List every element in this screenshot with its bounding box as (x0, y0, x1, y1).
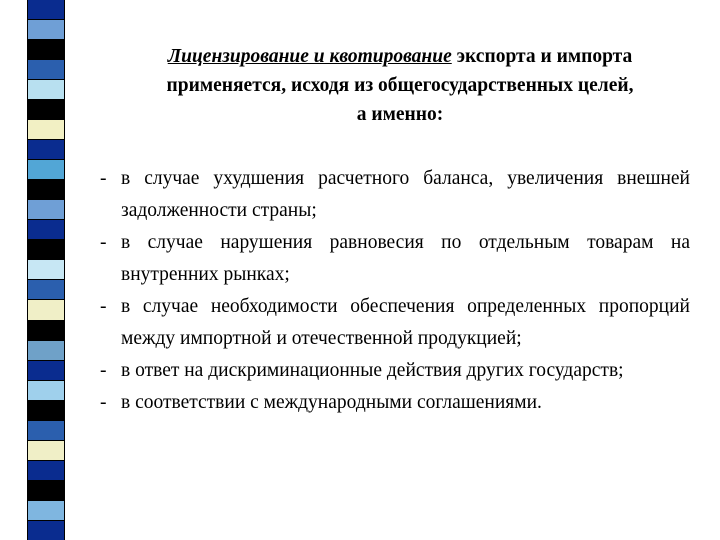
stripe-segment (28, 300, 64, 320)
list-item (100, 387, 690, 419)
list-item (100, 355, 690, 387)
bullet-text: в случае нарушения равновесия по отдельным товарам на внутренних рынках; (121, 232, 690, 285)
list-item (100, 163, 690, 227)
stripe-segment (28, 521, 64, 540)
stripe-segment (28, 501, 64, 521)
bullet-text: в случае ухудшения расчетного баланса, увеличения внешней задолженности страны; (121, 168, 690, 221)
stripe-segment (28, 160, 64, 180)
stripe-segment (28, 200, 64, 220)
bullet-dash: - (100, 392, 107, 413)
decorative-stripe-bar (27, 0, 65, 540)
heading-rest: экспорта и импорта (451, 46, 633, 67)
stripe-segment (28, 401, 64, 421)
stripe-segment (28, 220, 64, 240)
list-item (100, 227, 690, 291)
bullet-dash: - (100, 168, 107, 189)
slide-heading (100, 42, 700, 129)
stripe-segment (28, 481, 64, 501)
bullet-text: в соответствии с международными соглашениями. (121, 392, 542, 413)
heading-lead-term: Лицензирование и квотирование (167, 46, 452, 67)
stripe-segment (28, 140, 64, 160)
bullet-dash: - (100, 360, 107, 381)
heading-line-1 (100, 42, 700, 71)
stripe-segment (28, 421, 64, 441)
stripe-segment (28, 280, 64, 300)
bullet-text: в ответ на дискриминационные действия других государств; (121, 360, 624, 381)
stripe-segment (28, 381, 64, 401)
bullet-list (100, 163, 690, 419)
stripe-segment (28, 100, 64, 120)
stripe-segment (28, 461, 64, 481)
stripe-segment (28, 240, 64, 260)
stripe-segment (28, 0, 64, 20)
stripe-segment (28, 60, 64, 80)
stripe-segment (28, 40, 64, 60)
stripe-segment (28, 341, 64, 361)
bullet-dash: - (100, 296, 107, 317)
stripe-segment (28, 20, 64, 40)
bullet-text: в случае необходимости обеспечения определенных пропорций между импортной и отечественной продукцией; (121, 296, 690, 349)
heading-line-2: применяется, исходя из общегосударственных целей, (166, 75, 634, 96)
stripe-segment (28, 321, 64, 341)
stripe-segment (28, 80, 64, 100)
stripe-segment (28, 120, 64, 140)
bullet-dash: - (100, 232, 107, 253)
stripe-segment (28, 441, 64, 461)
stripe-segment (28, 361, 64, 381)
list-item (100, 291, 690, 355)
stripe-segment (28, 260, 64, 280)
stripe-segment (28, 180, 64, 200)
heading-line-3: а именно: (356, 104, 444, 125)
